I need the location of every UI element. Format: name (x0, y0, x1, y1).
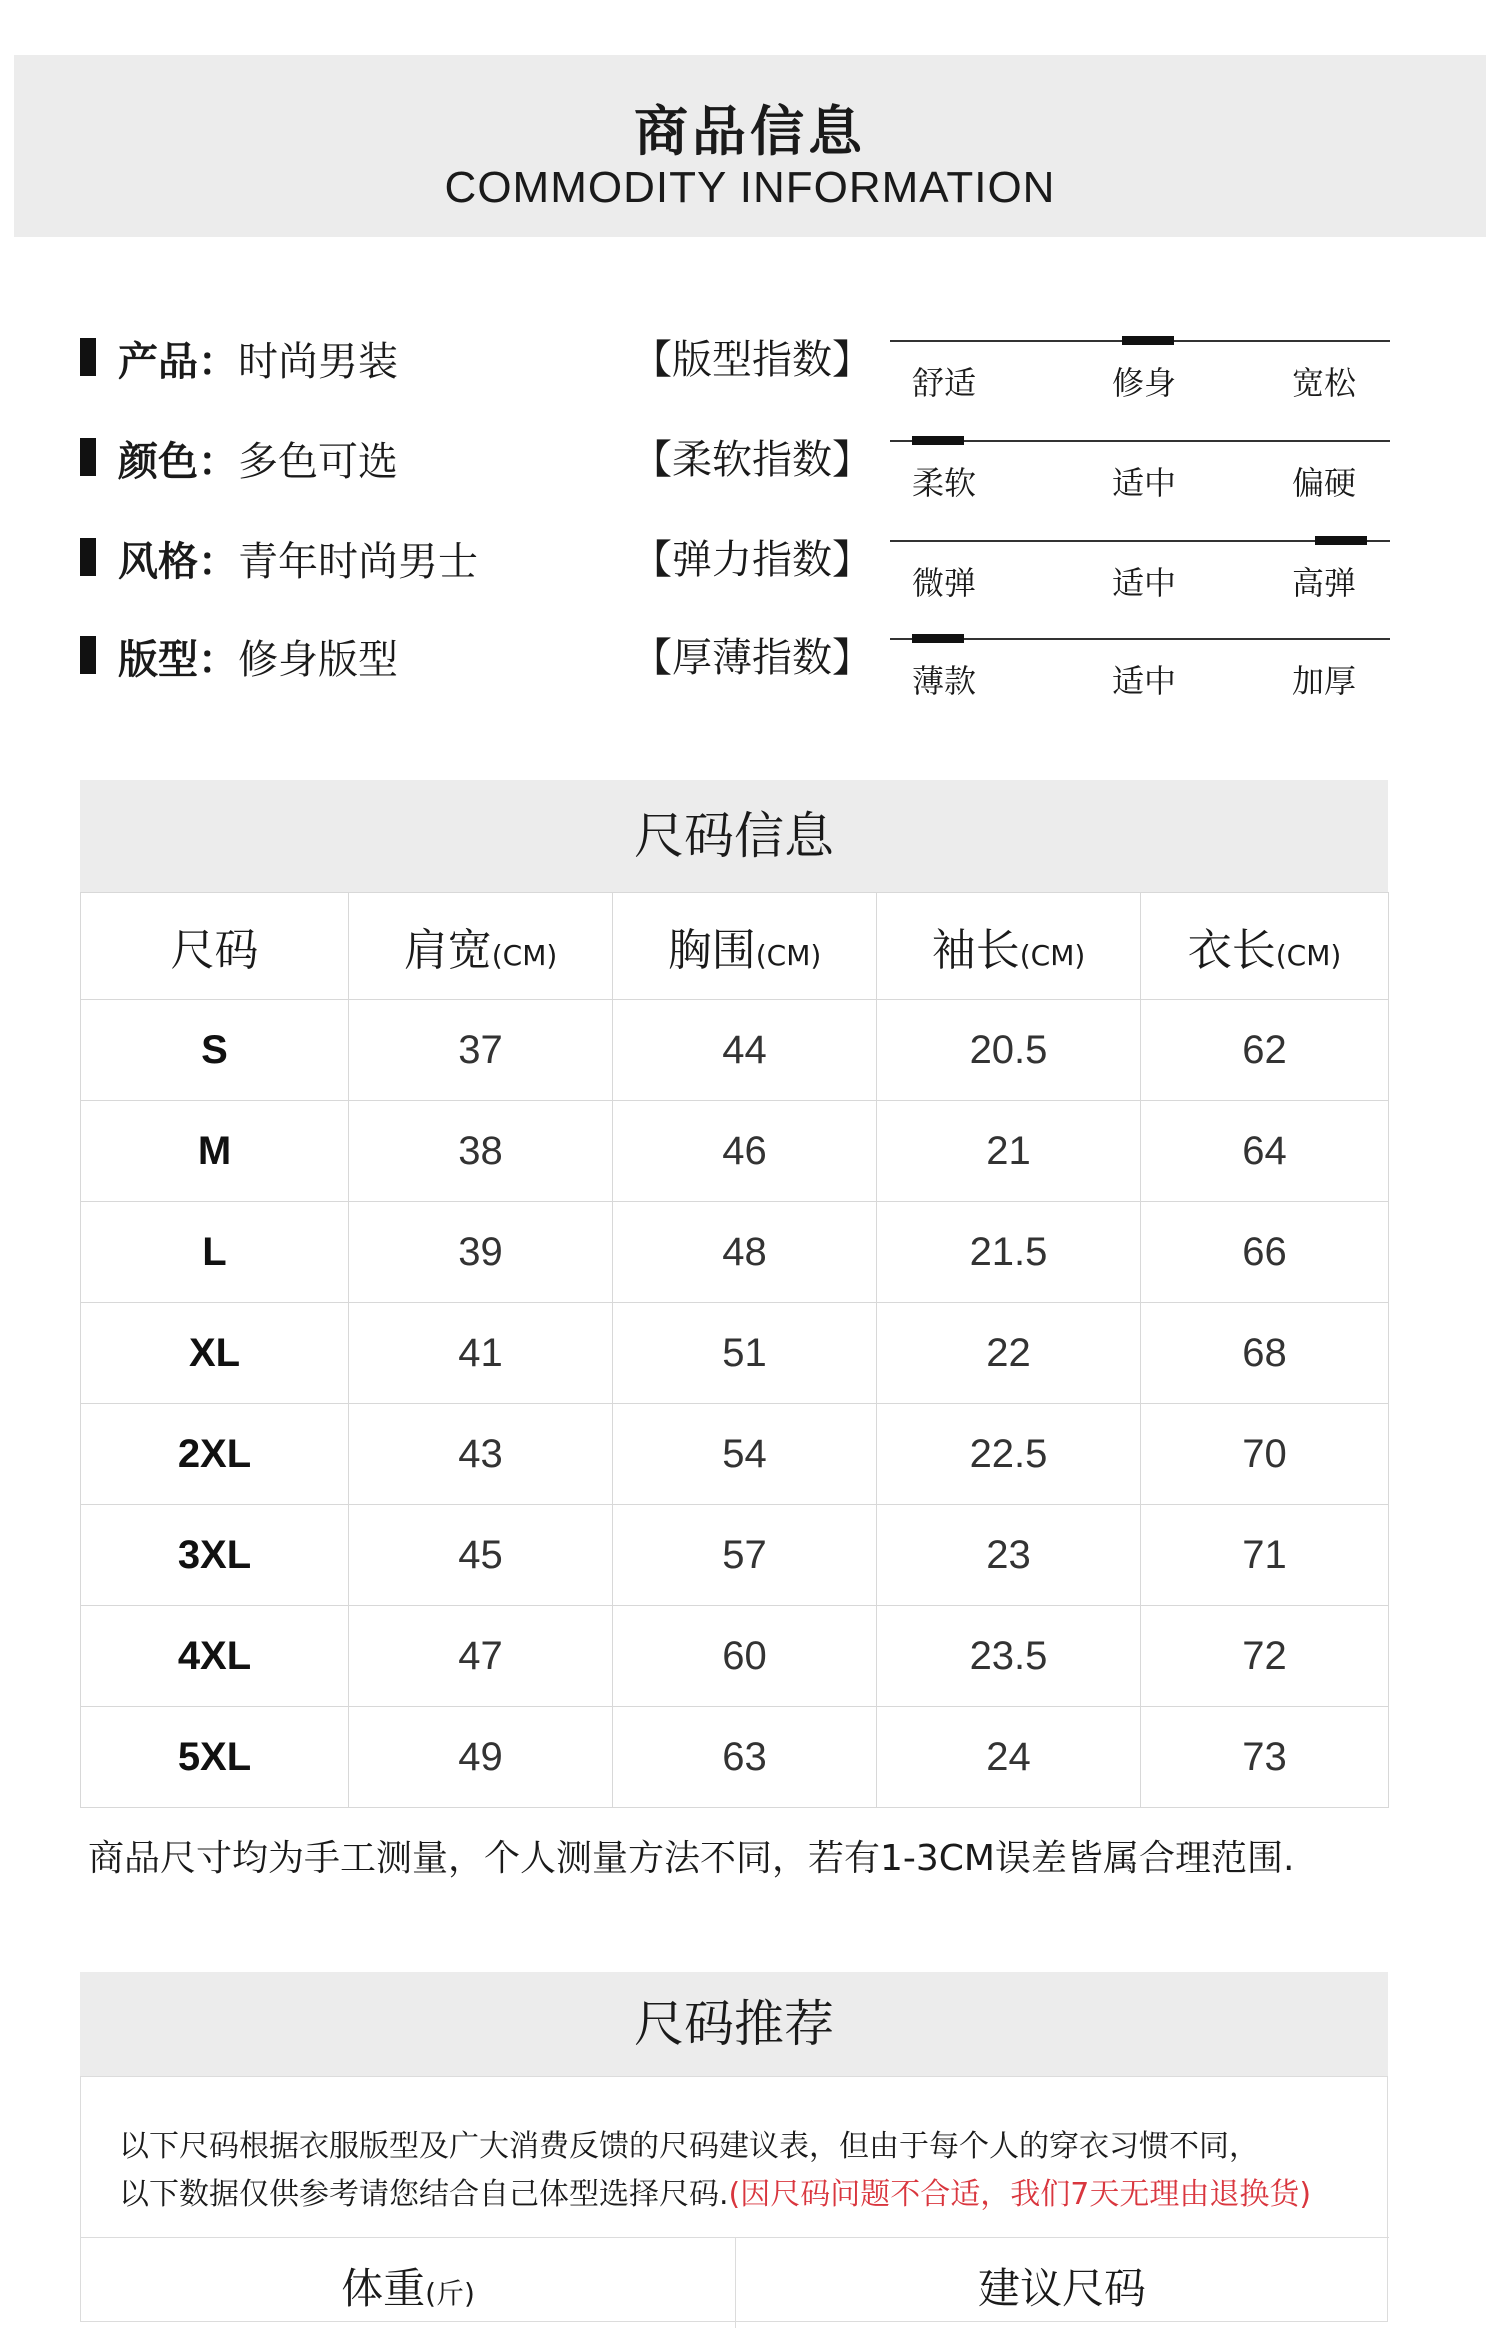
cell-size: XL (81, 1303, 349, 1404)
header-sleeve: 袖长(CM) (877, 893, 1141, 1000)
cell-sleeve: 24 (877, 1707, 1141, 1808)
header-subtitle: COMMODITY INFORMATION (444, 163, 1056, 212)
info-row-style (0, 520, 1500, 620)
recommend-text-line1: 以下尺码根据衣服版型及广大消费反馈的尺码建议表，但由于每个人的穿衣习惯不同， (119, 2129, 1259, 2164)
cell-size: 3XL (81, 1505, 349, 1606)
header-suggested-size: 建议尺码 (977, 2264, 1146, 2313)
info-label: 风格： (118, 539, 238, 585)
index-label: 【版型指数】 (632, 337, 872, 383)
scale-mid: 适中 (1112, 564, 1177, 602)
cell-length: 71 (1141, 1505, 1389, 1606)
header-title: 商品信息 (634, 100, 866, 163)
cell-chest: 54 (613, 1404, 877, 1505)
scale-high: 偏硬 (1292, 464, 1357, 502)
cell-size: L (81, 1202, 349, 1303)
table-row (81, 1101, 1389, 1202)
cell-sleeve: 21 (877, 1101, 1141, 1202)
index-scale (890, 440, 1390, 502)
cell-sleeve: 22 (877, 1303, 1141, 1404)
cell-chest: 63 (613, 1707, 877, 1808)
scale-low: 柔软 (912, 464, 977, 502)
size-table (80, 892, 1389, 1808)
info-value: 青年时尚男士 (238, 539, 478, 585)
info-row-product (0, 320, 1500, 420)
info-fit (118, 628, 398, 685)
size-recommend-box (80, 2076, 1388, 2322)
cell-sleeve: 23 (877, 1505, 1141, 1606)
recommend-text-main: 以下数据仅供参考请您结合自己体型选择尺码. (119, 2177, 729, 2212)
table-row (81, 1505, 1389, 1606)
size-info-title: 尺码信息 (634, 807, 834, 865)
cell-size: M (81, 1101, 349, 1202)
cell-size: S (81, 1000, 349, 1101)
cell-chest: 51 (613, 1303, 877, 1404)
bullet-bar-icon (80, 636, 96, 674)
cell-shoulder: 39 (349, 1202, 613, 1303)
table-header-row (81, 893, 1389, 1000)
cell-size: 2XL (81, 1404, 349, 1505)
return-policy-text: (因尺码问题不合适，我们7天无理由退换货) (728, 2177, 1312, 2212)
cell-shoulder: 37 (349, 1000, 613, 1101)
table-row (81, 1404, 1389, 1505)
scale-low: 薄款 (912, 662, 977, 700)
info-label: 版型： (118, 637, 238, 683)
measurement-note: 商品尺寸均为手工测量，个人测量方法不同，若有1-3CM误差皆属合理范围. (88, 1838, 1295, 1879)
scale-high: 加厚 (1292, 662, 1357, 700)
scale-marker (1122, 336, 1174, 345)
header-length: 衣长(CM) (1141, 893, 1389, 1000)
cell-chest: 57 (613, 1505, 877, 1606)
header-size: 尺码 (81, 893, 349, 1000)
header-shoulder: 肩宽(CM) (349, 893, 613, 1000)
commodity-info-header (14, 55, 1486, 237)
scale-marker (912, 634, 964, 643)
scale-low: 微弹 (912, 564, 977, 602)
cell-size: 4XL (81, 1606, 349, 1707)
info-style (118, 530, 478, 587)
index-scale (890, 540, 1390, 602)
header-weight: 体重(斤) (341, 2264, 475, 2313)
index-scale (890, 340, 1390, 402)
cell-length: 64 (1141, 1101, 1389, 1202)
cell-shoulder: 47 (349, 1606, 613, 1707)
cell-length: 66 (1141, 1202, 1389, 1303)
cell-sleeve: 23.5 (877, 1606, 1141, 1707)
scale-mid: 适中 (1112, 662, 1177, 700)
scale-marker (912, 436, 964, 445)
cell-shoulder: 49 (349, 1707, 613, 1808)
table-row (81, 1000, 1389, 1101)
table-row (81, 1707, 1389, 1808)
cell-length: 72 (1141, 1606, 1389, 1707)
table-row (81, 1202, 1389, 1303)
cell-chest: 44 (613, 1000, 877, 1101)
scale-low: 舒适 (912, 364, 977, 402)
cell-chest: 46 (613, 1101, 877, 1202)
cell-length: 68 (1141, 1303, 1389, 1404)
bullet-bar-icon (80, 338, 96, 376)
recommend-table-header (81, 2237, 1389, 2328)
info-product (118, 330, 398, 387)
scale-marker (1315, 536, 1367, 545)
info-label: 颜色： (118, 439, 238, 485)
header-chest: 胸围(CM) (613, 893, 877, 1000)
index-label: 【柔软指数】 (632, 437, 872, 483)
info-row-fit (0, 618, 1500, 718)
cell-chest: 48 (613, 1202, 877, 1303)
index-scale (890, 638, 1390, 700)
scale-mid: 适中 (1112, 464, 1177, 502)
index-label: 【弹力指数】 (632, 537, 872, 583)
table-row (81, 1303, 1389, 1404)
info-label: 产品： (118, 339, 238, 385)
cell-shoulder: 43 (349, 1404, 613, 1505)
cell-chest: 60 (613, 1606, 877, 1707)
info-value: 时尚男装 (238, 339, 398, 385)
cell-length: 73 (1141, 1707, 1389, 1808)
cell-shoulder: 45 (349, 1505, 613, 1606)
cell-sleeve: 21.5 (877, 1202, 1141, 1303)
index-label: 【厚薄指数】 (632, 635, 872, 681)
info-row-color (0, 420, 1500, 520)
bullet-bar-icon (80, 438, 96, 476)
table-row (81, 1606, 1389, 1707)
info-value: 修身版型 (238, 637, 398, 683)
size-info-header (80, 780, 1388, 892)
scale-high: 高弹 (1292, 564, 1357, 602)
recommend-text-line2 (119, 2169, 1311, 2213)
scale-mid: 修身 (1112, 364, 1177, 402)
info-value: 多色可选 (238, 439, 398, 485)
cell-shoulder: 41 (349, 1303, 613, 1404)
size-recommend-title: 尺码推荐 (634, 1995, 834, 2053)
scale-high: 宽松 (1292, 364, 1357, 402)
cell-length: 70 (1141, 1404, 1389, 1505)
cell-shoulder: 38 (349, 1101, 613, 1202)
cell-length: 62 (1141, 1000, 1389, 1101)
size-recommend-header (80, 1972, 1388, 2076)
cell-sleeve: 22.5 (877, 1404, 1141, 1505)
cell-size: 5XL (81, 1707, 349, 1808)
cell-sleeve: 20.5 (877, 1000, 1141, 1101)
info-color (118, 430, 398, 487)
bullet-bar-icon (80, 538, 96, 576)
